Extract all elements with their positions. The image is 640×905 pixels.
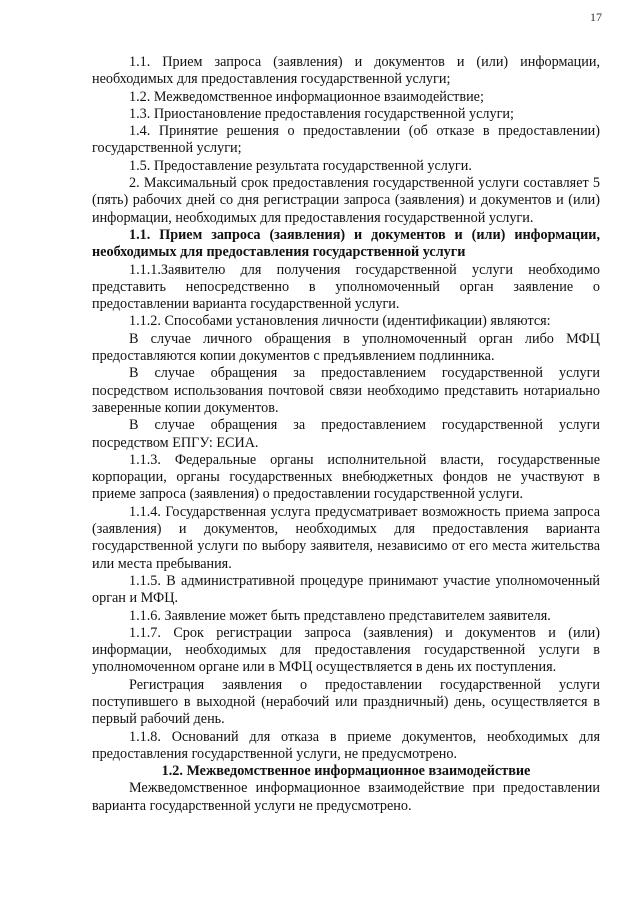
paragraph-1-1-2-post: В случае обращения за предоставлением государственной услуги посредством использования почтовой связи необходимо представить нотариально заверенные копии документов.: [92, 365, 600, 416]
list-item: 1.4. Принятие решения о предоставлении (об отказе в предоставлении) государственной услуги;: [92, 123, 600, 157]
list-item: 1.5. Предоставление результата государственной услуги.: [129, 157, 472, 174]
paragraph-1-1-2: 1.1.2. Способами установления личности (идентификации) являются:: [129, 313, 551, 330]
list-item: 1.3. Приостановление предоставления государственной услуги;: [129, 105, 514, 122]
paragraph-1-1-7-registration: Регистрация заявления о предоставлении государственной услуги поступившего в выходной (нерабочий или праздничный) день, осуществляется в первый рабочий день.: [92, 676, 600, 728]
section-heading-1-2: 1.2. Межведомственное информационное взаимодействие: [161, 763, 531, 780]
paragraph-1-1-3: 1.1.3. Федеральные органы исполнительной власти, государственные корпорации, органы государственных внебюджетных фондов не участвуют в приеме запроса (заявления) о предоставлении государственной услуги.: [92, 451, 600, 503]
paragraph-1-1-4: 1.1.4. Государственная услуга предусматривает возможность приема запроса (заявления) и документов, необходимых для предоставления варианта государственной услуги по выбору заявителя, независимо от его места жительства или места пребывания.: [92, 503, 600, 572]
document-body: [92, 54, 600, 815]
paragraph-1-1-2-personal: В случае личного обращения в уполномоченный орган либо МФЦ предоставляются копии документов с предъявлением подлинника.: [92, 330, 600, 365]
paragraph-1-1-5: 1.1.5. В административной процедуре принимают участие уполномоченный орган и МФЦ.: [92, 572, 600, 607]
section-heading-1-1: 1.1. Прием запроса (заявления) и документов и (или) информации, необходимых для предоставления государственной услуги: [92, 226, 600, 261]
list-item: 1.1. Прием запроса (заявления) и документов и (или) информации, необходимых для предоставления государственной услуги;: [92, 54, 600, 88]
list-item: 1.2. Межведомственное информационное взаимодействие;: [129, 88, 484, 105]
paragraph-1-1-7: 1.1.7. Срок регистрации запроса (заявления) и документов и (или) информации, необходимых для предоставления государственной услуги в уполномоченном органе или в МФЦ осуществляется в день их поступления.: [92, 624, 600, 676]
paragraph-1-2: Межведомственное информационное взаимодействие при предоставлении варианта государственной услуги не предусмотрено.: [92, 780, 600, 814]
paragraph-1-1-6: 1.1.6. Заявление может быть представлено представителем заявителя.: [129, 607, 551, 624]
page-number: 17: [590, 10, 602, 24]
paragraph-1-1-2-epgu: В случае обращения за предоставлением государственной услуги посредством ЕПГУ: ЕСИА.: [92, 417, 600, 451]
paragraph-max-term: 2. Максимальный срок предоставления государственной услуги составляет 5 (пять) рабочих дней со дня регистрации запроса (заявления) и документов и (или) информации, необходимых для предоставления государственной услуги.: [92, 175, 600, 226]
paragraph-1-1-8: 1.1.8. Оснований для отказа в приеме документов, необходимых для предоставления государственной услуги, не предусмотрено.: [92, 728, 600, 762]
paragraph-1-1-1: 1.1.1.Заявителю для получения государственной услуги необходимо представить непосредственно в уполномоченный орган заявление о предоставлении варианта государственной услуги.: [92, 261, 600, 313]
